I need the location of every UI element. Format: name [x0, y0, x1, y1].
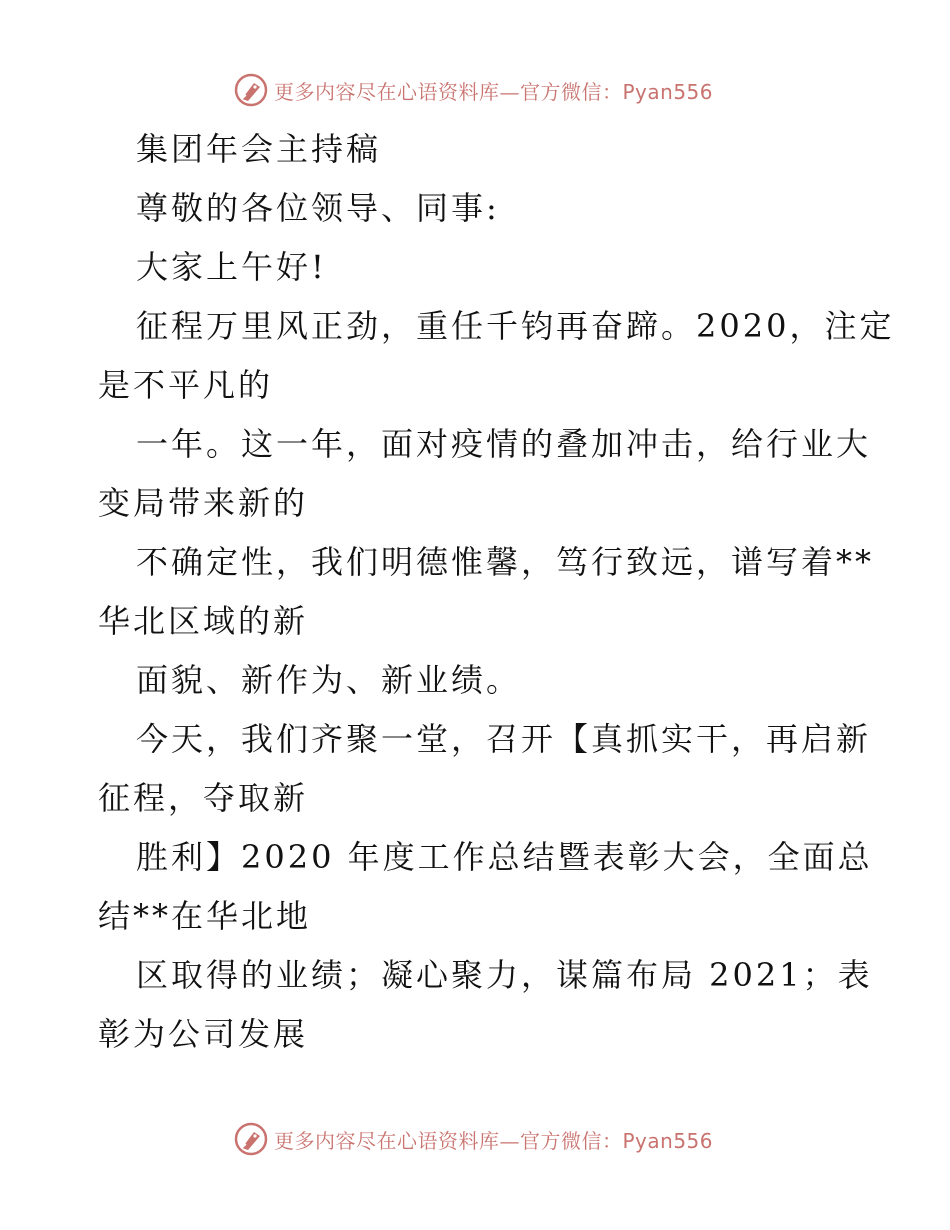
paragraph-line: 结**在华北地 [98, 897, 312, 935]
paragraph-line: 一年。这一年，面对疫情的叠加冲击，给行业大 [136, 425, 872, 463]
paragraph-line: 今天，我们齐聚一堂，召开【真抓实干，再启新 [136, 720, 872, 758]
pen-nib-logo-icon [234, 73, 268, 107]
paragraph-line: 不确定性，我们明德惟馨，笃行致远，谱写着** [136, 543, 875, 581]
document-body [98, 120, 895, 1064]
header-watermark-banner [234, 72, 724, 108]
paragraph-line: 征程，夺取新 [98, 779, 309, 817]
paragraph-line: 区取得的业绩；凝心聚力，谋篇布局 2021；表 [136, 956, 873, 994]
watermark-text: 更多内容尽在心语资料库—官方微信：Pyan556 [274, 1128, 714, 1153]
pen-nib-logo-icon [234, 1122, 268, 1156]
watermark-text: 更多内容尽在心语资料库—官方微信：Pyan556 [274, 79, 714, 104]
paragraph-line: 面貌、新作为、新业绩。 [136, 661, 522, 699]
footer-watermark-banner [234, 1121, 724, 1157]
paragraph-line: 胜利】2020 年度工作总结暨表彰大会，全面总 [136, 838, 873, 876]
document-title: 集团年会主持稿 [136, 130, 382, 168]
paragraph-line: 是不平凡的 [98, 366, 274, 404]
paragraph-line: 征程万里风正劲，重任千钧再奋蹄。2020，注定 [136, 307, 895, 345]
paragraph-line: 华北区域的新 [98, 602, 309, 640]
salutation: 尊敬的各位领导、同事: [136, 189, 500, 227]
paragraph-line: 彰为公司发展 [98, 1015, 309, 1053]
paragraph-line: 变局带来新的 [98, 484, 309, 522]
greeting: 大家上午好! [136, 248, 327, 286]
